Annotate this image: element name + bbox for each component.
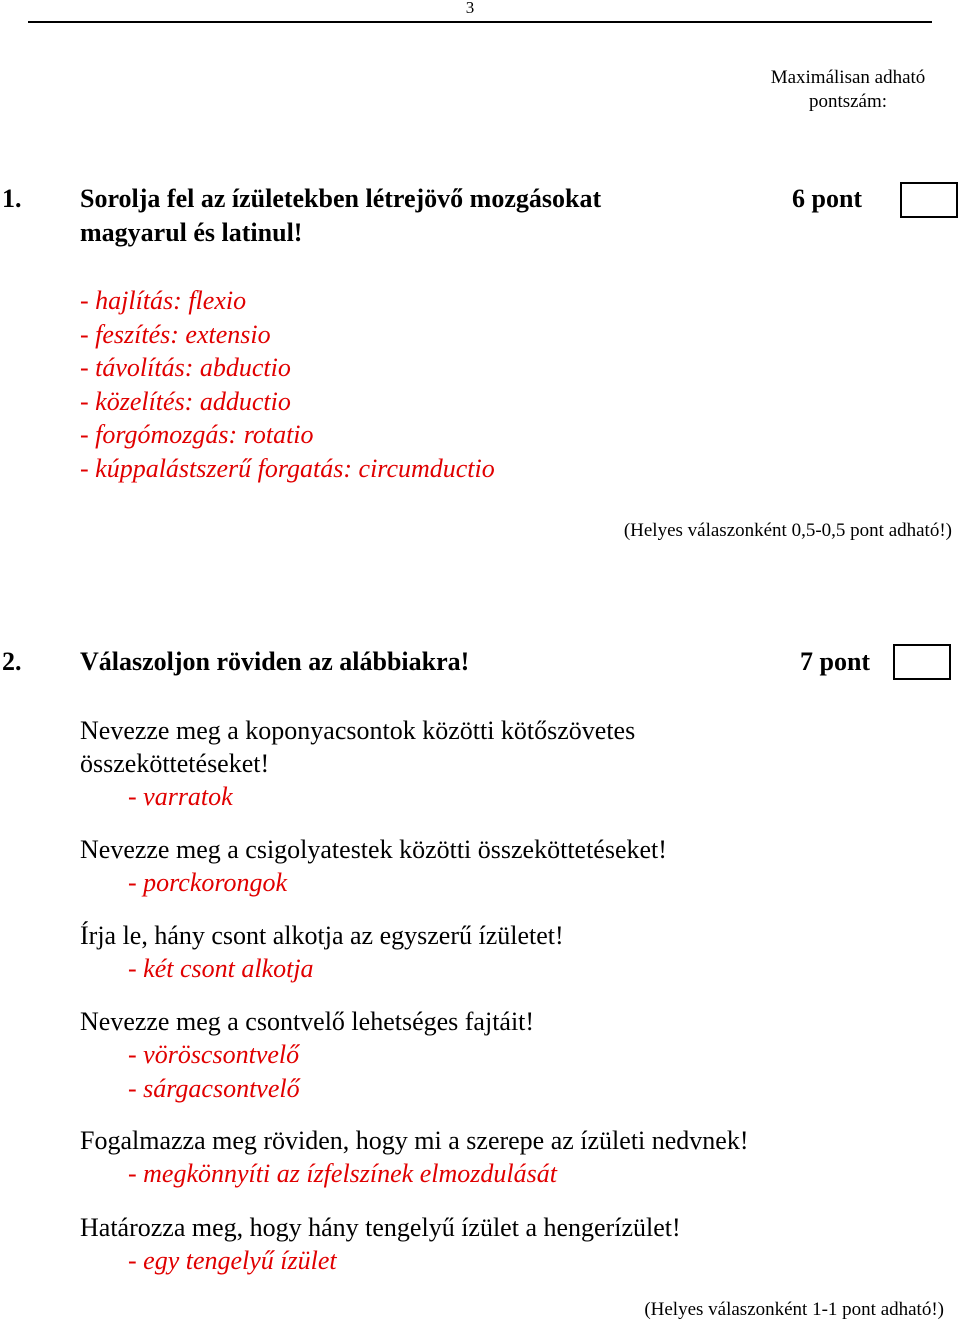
page-number: 3: [465, 0, 475, 17]
question-1-title-line1: Sorolja fel az ízületekben létrejövő mozgásokat: [80, 184, 602, 213]
header-divider: [28, 21, 932, 23]
question-1-answer: - hajlítás: flexio: [80, 286, 247, 315]
question-2-prompt: Írja le, hány csont alkotja az egyszerű ízületet!: [80, 921, 564, 950]
question-1-scoring-note: (Helyes válaszonként 0,5-0,5 pont adható!): [623, 520, 952, 541]
question-2-answer: - két csont alkotja: [128, 954, 314, 983]
question-2-prompt: összeköttetéseket!: [80, 749, 270, 778]
question-2-prompt: Nevezze meg a csontvelő lehetséges fajtáit!: [80, 1007, 535, 1036]
max-points-label-line1: Maximálisan adható: [770, 67, 926, 88]
question-1-points: 6 pont: [792, 184, 863, 213]
question-2-answer: - egy tengelyű ízület: [128, 1246, 337, 1275]
question-1-score-box[interactable]: [900, 182, 958, 218]
question-2-answer: - porckorongok: [128, 868, 288, 897]
question-2-points: 7 pont: [800, 647, 871, 676]
question-2-answer: - sárgacsontvelő: [128, 1074, 300, 1103]
question-2-score-box[interactable]: [893, 644, 951, 680]
question-2-prompt: Nevezze meg a koponyacsontok közötti kötőszövetes: [80, 716, 636, 745]
question-1-answer: - kúppalástszerű forgatás: circumductio: [80, 454, 495, 483]
question-2-answer: - vöröscsontvelő: [128, 1040, 300, 1069]
question-2-title: Válaszoljon röviden az alábbiakra!: [80, 647, 470, 676]
question-1-number: 1.: [2, 184, 22, 213]
question-2-prompt: Fogalmazza meg röviden, hogy mi a szerepe az ízületi nedvnek!: [80, 1126, 749, 1155]
question-2-scoring-note: (Helyes válaszonként 1-1 pont adható!): [644, 1299, 944, 1320]
question-1-title-line2: magyarul és latinul!: [80, 218, 303, 247]
question-2-number: 2.: [2, 647, 22, 676]
question-1-answer: - távolítás: abductio: [80, 353, 291, 382]
question-2-answer: - varratok: [128, 782, 233, 811]
question-1-answer: - forgómozgás: rotatio: [80, 420, 314, 449]
question-2-prompt: Nevezze meg a csigolyatestek közötti összeköttetéseket!: [80, 835, 667, 864]
question-1-answer: - közelítés: adductio: [80, 387, 291, 416]
question-2-prompt: Határozza meg, hogy hány tengelyű ízület a hengerízület!: [80, 1213, 681, 1242]
question-1-answer: - feszítés: extensio: [80, 320, 271, 349]
question-2-answer: - megkönnyíti az ízfelszínek elmozdulását: [128, 1159, 557, 1188]
max-points-label-line2: pontszám:: [808, 91, 888, 112]
